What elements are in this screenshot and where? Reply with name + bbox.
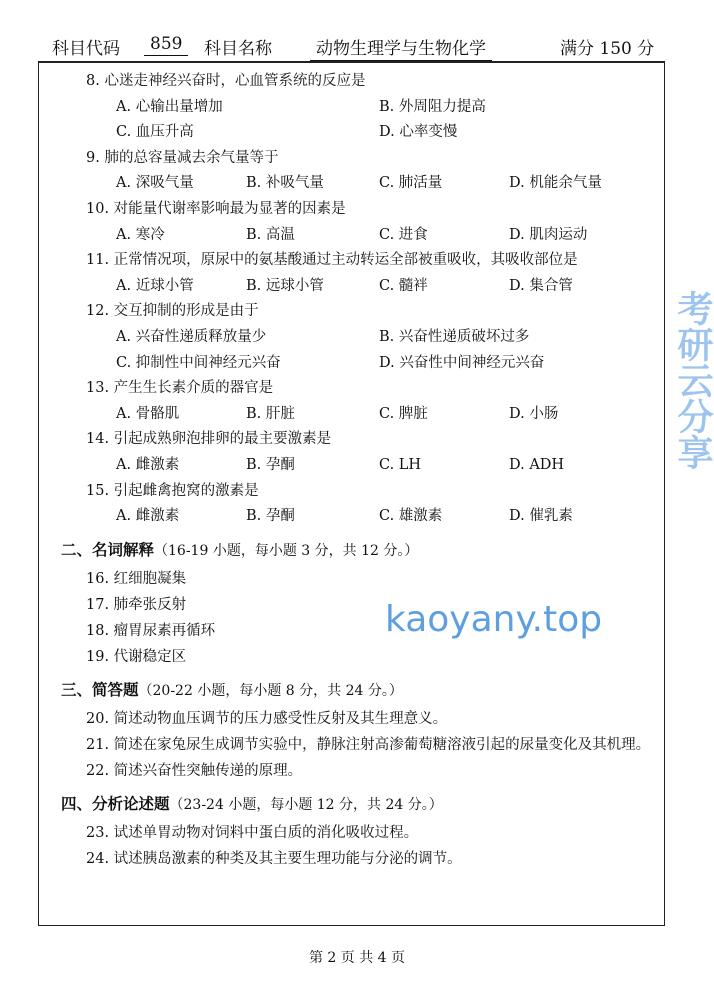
option: C. LH xyxy=(379,456,422,473)
question-text: 18. 瘤胃尿素再循环 xyxy=(86,622,216,639)
question-text: 16. 红细胞凝集 xyxy=(86,570,187,587)
option: B. 外周阻力提高 xyxy=(379,98,486,115)
question-text: 13. 产生生长素介质的器官是 xyxy=(86,380,274,397)
question-text: 24. 试述胰岛激素的种类及其主要生理功能与分泌的调节。 xyxy=(86,850,462,867)
exam-content-box xyxy=(38,61,665,926)
section-note: （20-22 小题，每小题 8 分，共 24 分。） xyxy=(138,682,403,699)
question-text: 15. 引起雌禽抱窝的激素是 xyxy=(86,482,259,499)
option: B. 肝脏 xyxy=(246,405,295,422)
section-heading-text xyxy=(61,534,418,567)
question-row xyxy=(39,427,664,453)
option: C. 进食 xyxy=(379,226,428,243)
question-text: 17. 肺牵张反射 xyxy=(86,596,187,613)
question-row xyxy=(39,376,664,402)
option: C. 雄激素 xyxy=(379,508,443,525)
section-title: 四、分析论述题 xyxy=(61,793,170,813)
question-text: 23. 试述单胃动物对饲料中蛋白质的消化吸收过程。 xyxy=(86,824,419,841)
question-item xyxy=(39,592,664,618)
question-item xyxy=(39,566,664,592)
watermark-cn: 考研云分享 xyxy=(672,290,713,470)
question-text: 19. 代谢稳定区 xyxy=(86,648,187,665)
option: B. 高温 xyxy=(246,226,295,243)
question-text: 12. 交互抑制的形成是由于 xyxy=(86,303,259,320)
question-item xyxy=(39,758,664,784)
option: C. 脾脏 xyxy=(379,405,428,422)
question-item xyxy=(39,644,664,670)
full-score: 满分 150 分 xyxy=(560,39,655,59)
exam-content xyxy=(39,69,664,872)
section-heading-text xyxy=(61,674,403,707)
option: D. 兴奋性中间神经元兴奋 xyxy=(379,354,545,371)
question-text: 20. 简述动物血压调节的压力感受性反射及其生理意义。 xyxy=(86,710,448,727)
section-heading xyxy=(39,534,664,566)
option: D. 集合管 xyxy=(509,277,573,294)
section-note: （16-19 小题，每小题 3 分，共 12 分。） xyxy=(154,542,419,559)
option: D. 心率变慢 xyxy=(379,124,458,141)
question-text: 14. 引起成熟卵泡排卵的最主要激素是 xyxy=(86,431,332,448)
option: C. 抑制性中间神经元兴奋 xyxy=(116,354,281,371)
options-row xyxy=(39,274,664,300)
option: B. 远球小管 xyxy=(246,277,324,294)
option: D. 肌肉运动 xyxy=(509,226,588,243)
options-row xyxy=(39,95,664,121)
question-item xyxy=(39,820,664,846)
option: A. 雌激素 xyxy=(116,508,180,525)
option: A. 雌激素 xyxy=(116,456,180,473)
options-row xyxy=(39,351,664,377)
option: D. 机能余气量 xyxy=(509,175,602,192)
question-text: 10. 对能量代谢率影响最为显著的因素是 xyxy=(86,200,346,217)
options-row xyxy=(39,504,664,530)
section-heading xyxy=(39,674,664,706)
option: A. 骨骼肌 xyxy=(116,405,180,422)
question-row xyxy=(39,197,664,223)
option: A. 兴奋性递质释放量少 xyxy=(116,328,267,345)
option: D. ADH xyxy=(509,456,565,473)
question-text: 21. 简述在家兔尿生成调节实验中，静脉注射高渗葡萄糖溶液引起的尿量变化及其机理。 xyxy=(86,736,651,753)
question-text: 9. 肺的总容量减去余气量等于 xyxy=(86,149,279,166)
question-row xyxy=(39,479,664,505)
exam-header xyxy=(52,34,655,59)
question-item xyxy=(39,618,664,644)
options-row xyxy=(39,325,664,351)
options-row xyxy=(39,453,664,479)
options-row xyxy=(39,120,664,146)
section-note: （23-24 小题，每小题 12 分，共 24 分。） xyxy=(169,796,443,813)
watermark-url: kaoyany.top xyxy=(385,599,603,640)
option: B. 孕酮 xyxy=(246,456,295,473)
question-text: 11. 正常情况项，原尿中的氨基酸通过主动转运全部被重吸收，其吸收部位是 xyxy=(86,252,578,269)
section-title: 三、简答题 xyxy=(61,679,139,699)
question-item xyxy=(39,846,664,872)
question-row xyxy=(39,299,664,325)
option: A. 深吸气量 xyxy=(116,175,194,192)
option: D. 小肠 xyxy=(509,405,559,422)
options-row xyxy=(39,402,664,428)
option: B. 孕酮 xyxy=(246,508,295,525)
subject-name-label: 科目名称 xyxy=(204,39,272,59)
section-heading-text xyxy=(61,788,443,821)
subject-code-label: 科目代码 xyxy=(52,39,120,59)
page-footer: 第 2 页 共 4 页 xyxy=(308,950,406,966)
question-row xyxy=(39,146,664,172)
options-row xyxy=(39,223,664,249)
subject-code: 859 xyxy=(144,34,188,56)
section-heading xyxy=(39,788,664,820)
option: A. 寒冷 xyxy=(116,226,165,243)
question-item xyxy=(39,732,664,758)
question-row xyxy=(39,248,664,274)
section-title: 二、名词解释 xyxy=(61,539,155,559)
question-text: 8. 心迷走神经兴奋时，心血管系统的反应是 xyxy=(86,73,366,89)
option: D. 催乳素 xyxy=(509,508,573,525)
option: C. 肺活量 xyxy=(379,175,443,192)
option: C. 血压升高 xyxy=(116,124,194,141)
option: A. 近球小管 xyxy=(116,277,194,294)
question-text: 22. 简述兴奋性突触传递的原理。 xyxy=(86,762,303,779)
option: B. 补吸气量 xyxy=(246,175,324,192)
subject-name: 动物生理学与生物化学 xyxy=(310,34,492,61)
question-row xyxy=(39,69,664,95)
option: A. 心输出量增加 xyxy=(116,98,223,115)
options-row xyxy=(39,171,664,197)
question-item xyxy=(39,706,664,732)
option: B. 兴奋性递质破坏过多 xyxy=(379,328,530,345)
option: C. 髓袢 xyxy=(379,277,428,294)
